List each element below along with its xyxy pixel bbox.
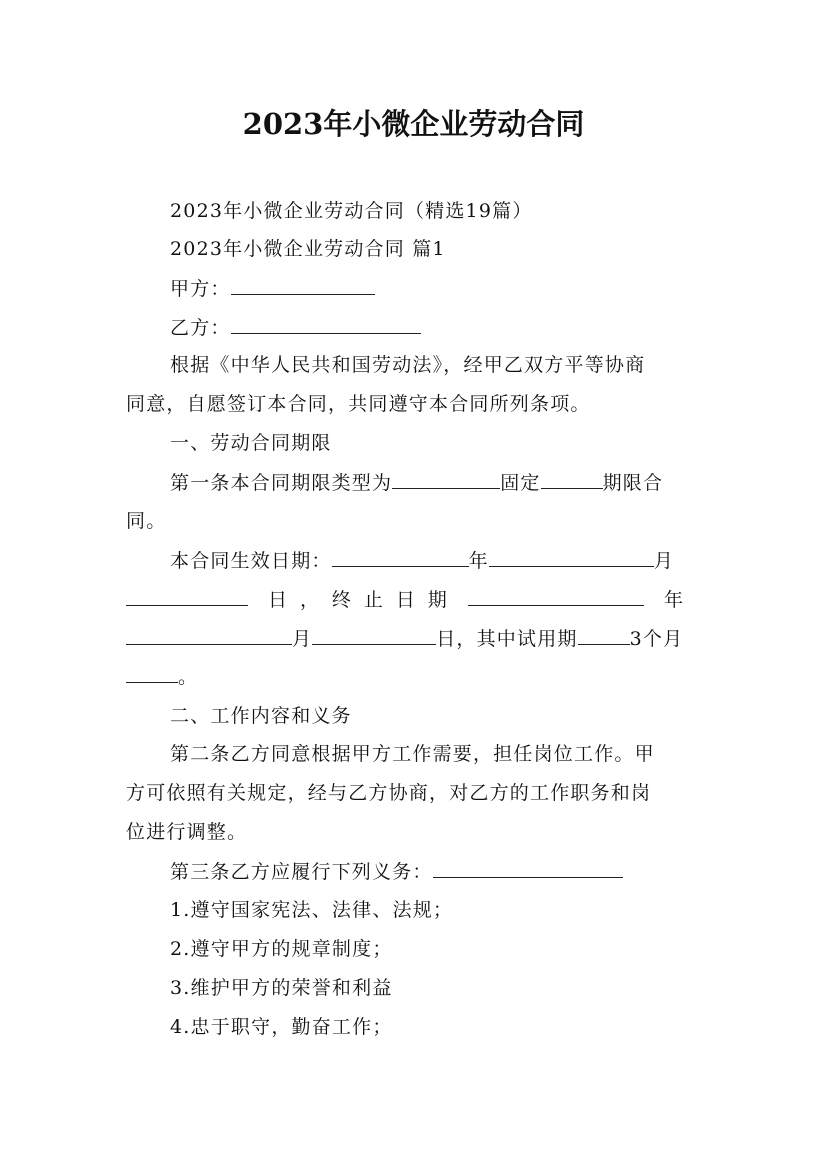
clause-text: 第一条本合同期限类型为 xyxy=(170,472,393,494)
paragraph-line: 第二条乙方同意根据甲方工作需要，担任岗位工作。甲 xyxy=(170,743,655,765)
unit-month: 月 xyxy=(653,550,675,572)
probation-blank-2[interactable] xyxy=(126,664,178,683)
clause-text: 固定 xyxy=(500,472,541,494)
term-type-blank-2[interactable] xyxy=(541,470,603,489)
paragraph-line: 同意，自愿签订本合同，共同遵守本合同所列条项。 xyxy=(126,393,591,415)
month-blank[interactable] xyxy=(489,548,654,567)
unit-month: 月 xyxy=(292,628,313,650)
end-year-blank[interactable] xyxy=(468,587,644,606)
party-a-label: 甲方： xyxy=(170,278,231,300)
paragraph-line: 位进行调整。 xyxy=(126,821,248,843)
party-b-label: 乙方： xyxy=(170,317,231,339)
paragraph-line: 根据《中华人民共和国劳动法》，经甲乙双方平等协商 xyxy=(170,354,646,376)
effective-date-line xyxy=(170,548,706,573)
period-mark: 。 xyxy=(178,666,199,688)
party-b-line xyxy=(170,315,706,340)
day-blank[interactable] xyxy=(126,587,248,606)
year-blank[interactable] xyxy=(332,548,469,567)
clause-text: 本合同生效日期： xyxy=(170,550,332,572)
clause-text: 日，终止日期 xyxy=(268,589,448,611)
party-b-blank[interactable] xyxy=(231,315,421,334)
end-month-blank[interactable] xyxy=(126,626,292,645)
end-day-blank[interactable] xyxy=(312,626,436,645)
clause-heading: 二、工作内容和义务 xyxy=(170,705,352,727)
probation-line-end xyxy=(126,664,706,689)
party-a-line xyxy=(170,276,706,301)
subtitle-line: 2023年小微企业劳动合同（精选19篇） xyxy=(170,200,533,222)
unit-year: 年 xyxy=(468,550,489,572)
clause-text: 日，其中试用期 xyxy=(436,628,578,650)
party-a-blank[interactable] xyxy=(231,276,375,295)
list-item: 1.遵守国家宪法、法律、法规； xyxy=(170,899,454,921)
clause-text: 第三条乙方应履行下列义务： xyxy=(170,861,433,883)
list-item: 3.维护甲方的荣誉和利益 xyxy=(170,977,393,999)
termination-date-line xyxy=(126,587,704,612)
duties-line xyxy=(170,859,706,884)
clause-line: 同。 xyxy=(126,510,167,532)
section-heading: 2023年小微企业劳动合同 篇1 xyxy=(170,238,446,260)
duties-blank[interactable] xyxy=(433,859,623,878)
paragraph-line: 方可依照有关规定，经与乙方协商，对乙方的工作职务和岗 xyxy=(126,782,652,804)
probation-blank[interactable] xyxy=(578,626,630,645)
probation-line xyxy=(126,626,706,651)
term-type-blank[interactable] xyxy=(392,470,500,489)
probation-period: 3个月 xyxy=(629,628,684,650)
clause-heading: 一、劳动合同期限 xyxy=(170,432,332,454)
clause-text: 期限合 xyxy=(602,472,664,494)
list-item: 4.忠于职守，勤奋工作； xyxy=(170,1016,393,1038)
unit-year: 年 xyxy=(664,589,685,611)
list-item: 2.遵守甲方的规章制度； xyxy=(170,938,393,960)
clause-line xyxy=(170,470,706,495)
document-title: 2023年小微企业劳动合同 xyxy=(242,107,585,141)
